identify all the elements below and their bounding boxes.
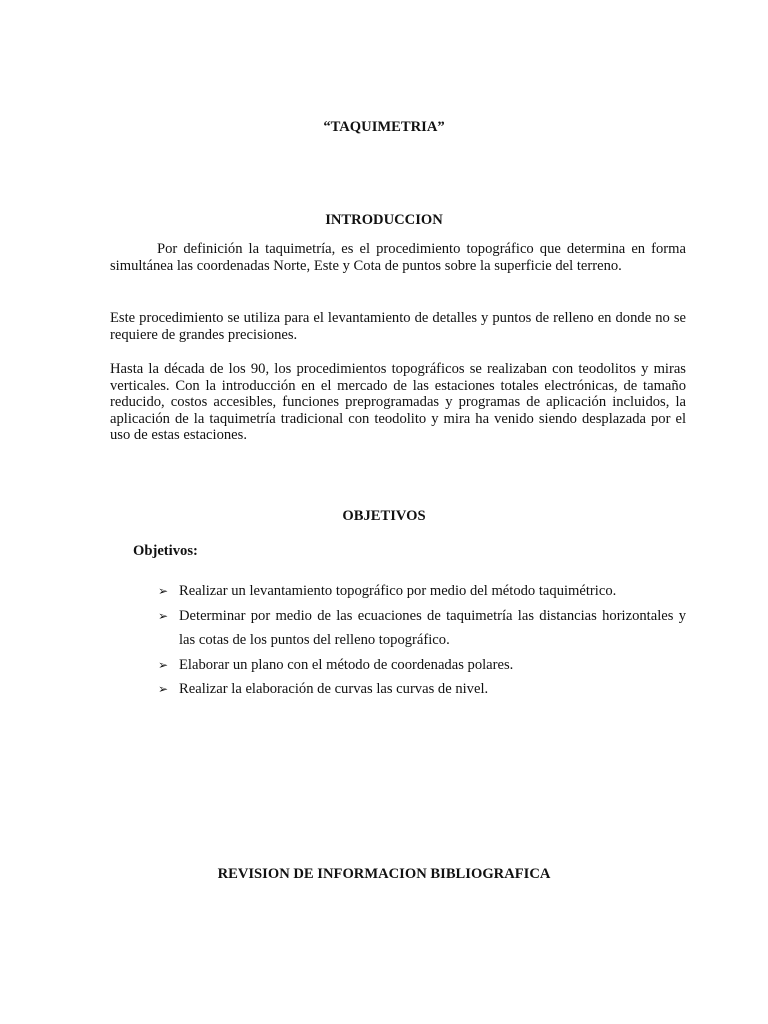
introduction-paragraph-2: Este procedimiento se utiliza para el levantamiento de detalles y puntos de relleno en donde no se requiere de grandes precisiones. (110, 310, 686, 343)
objectives-heading: OBJETIVOS (342, 508, 426, 524)
objective-item (158, 604, 686, 653)
bibliography-heading: REVISION DE INFORMACION BIBLIOGRAFICA (217, 866, 551, 882)
arrowhead-bullet-icon: ➢ (158, 584, 169, 598)
objective-item (158, 579, 686, 604)
objective-text: Determinar por medio de las ecuaciones de taquimetría las distancias horizontales y las cotas de los puntos del relleno topográfico. (179, 607, 686, 648)
document-title: “TAQUIMETRIA” (323, 119, 445, 135)
arrowhead-bullet-icon: ➢ (158, 608, 169, 623)
introduction-heading: INTRODUCCION (325, 212, 443, 228)
objective-text: Realizar la elaboración de curvas las curvas de nivel. (179, 681, 489, 697)
objectives-list (158, 579, 686, 702)
introduction-paragraph-3: Hasta la década de los 90, los procedimientos topográficos se realizaban con teodolitos y miras verticales. Con la introducción en el mercado de las estaciones totales electrónicas, de tamaño reducido, costos accesibles, funciones preprogramadas y programas de aplicación incluidos, la aplicación de la taquimetría tradicional con teodolito y mira ha venido siendo desplazada por el uso de estas estaciones. (110, 361, 686, 444)
arrowhead-bullet-icon: ➢ (158, 657, 169, 672)
arrowhead-bullet-icon: ➢ (158, 682, 169, 696)
objective-item (158, 653, 686, 678)
objective-text: Realizar un levantamiento topográfico por medio del método taquimétrico. (179, 583, 617, 599)
introduction-paragraph-1: Por definición la taquimetría, es el procedimiento topográfico que determina en forma simultánea las coordenadas Norte, Este y Cota de puntos sobre la superficie del terreno. (110, 241, 686, 274)
objectives-label: Objetivos: (133, 543, 198, 559)
objective-item (158, 677, 686, 702)
objective-text: Elaborar un plano con el método de coordenadas polares. (179, 656, 514, 673)
